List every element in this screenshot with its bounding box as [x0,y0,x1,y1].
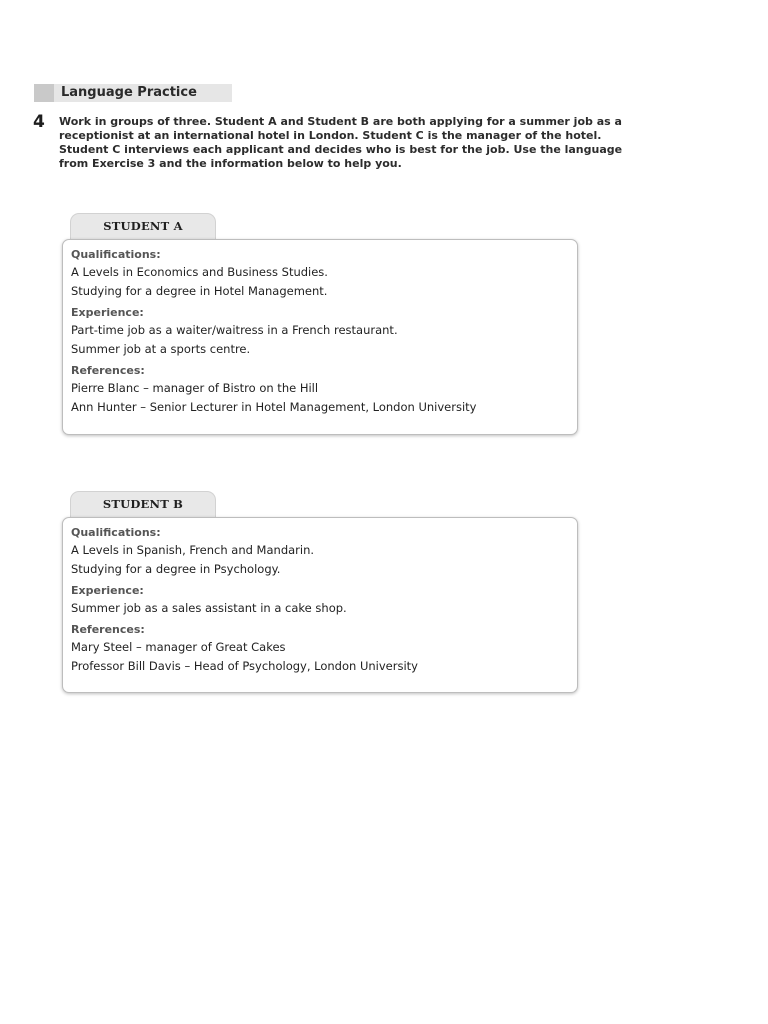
student-a-reference: Pierre Blanc – manager of Bistro on the Hill [71,381,319,395]
section-title: Language Practice [61,85,197,100]
exercise-instructions: Work in groups of three. Student A and Student B are both applying for a summer job as a receptionist at an international hotel in London. Student C is the manager of the hotel. Student C interviews each applicant and decides who is best for the job. Use the language from Exercise 3 and the information below to help you. [59,115,623,170]
student-a-qualifications-heading: Qualifications: [71,248,161,261]
student-a-experience-item: Summer job at a sports centre. [71,342,251,356]
student-b-qualifications-heading: Qualifications: [71,526,161,539]
student-b-experience-item: Summer job as a sales assistant in a cake shop. [71,601,347,615]
student-a-qualification: Studying for a degree in Hotel Management. [71,284,328,298]
student-a-qualification: A Levels in Economics and Business Studies. [71,265,328,279]
section-header-accent [34,84,54,102]
student-a-experience-item: Part-time job as a waiter/waitress in a French restaurant. [71,323,398,337]
student-b-references-heading: References: [71,623,145,636]
exercise-number: 4 [33,112,45,132]
student-b-qualification: A Levels in Spanish, French and Mandarin. [71,543,315,557]
student-a-references-heading: References: [71,364,145,377]
student-b-box [62,517,578,693]
student-a-reference: Ann Hunter – Senior Lecturer in Hotel Management, London University [71,400,477,414]
student-b-reference: Professor Bill Davis – Head of Psychology, London University [71,659,418,673]
student-a-tab: STUDENT A [70,213,216,241]
student-b-qualification: Studying for a degree in Psychology. [71,562,281,576]
student-b-tab: STUDENT B [70,491,216,519]
student-b-reference: Mary Steel – manager of Great Cakes [71,640,286,654]
student-b-experience-heading: Experience: [71,584,144,597]
student-a-box [62,239,578,435]
student-a-experience-heading: Experience: [71,306,144,319]
section-header [34,84,232,102]
